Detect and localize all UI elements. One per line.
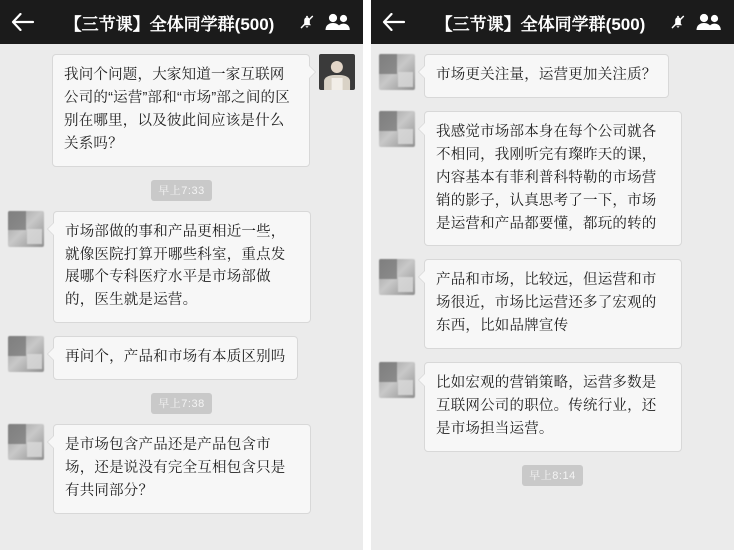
right-message-list[interactable] [371,44,734,550]
avatar[interactable] [8,424,44,460]
message-bubble[interactable]: 比如宏观的营销策略，运营多数是互联网公司的职位。传统行业，还是市场担当运营。 [424,362,682,452]
message-bubble[interactable]: 我问个问题，大家知道一家互联网公司的“运营”部和“市场”部之间的区别在哪里，以及彼此间应该是什么关系吗？ [52,54,310,167]
avatar[interactable] [8,211,44,247]
message-bubble[interactable]: 是市场包含产品还是产品包含市场，还是说没有完全互相包含只是有共同部分？ [53,424,311,514]
page-title: 【三节课】全体同学群(500) [64,14,275,34]
message-row [379,54,726,98]
message-row [379,259,726,349]
mute-bell-icon [670,14,686,30]
message-bubble[interactable]: 我感觉市场部本身在每个公司就各不相同，我刚听完有璨昨天的课，内容基本有菲利普科特勒的市场营销的影子，认真思考了一下，市场是运营和产品都要懂，都玩的转的 [424,111,682,247]
timestamp-label: 早上7:33 [151,180,211,201]
avatar[interactable] [379,54,415,90]
message-row [379,111,726,247]
message-row [8,211,355,324]
message-row [8,424,355,514]
message-bubble[interactable]: 市场部做的事和产品更相近一些，就像医院打算开哪些科室，重点发展哪个专科医疗水平是市场部做的，医生就是运营。 [53,211,311,324]
mute-bell-icon [299,14,315,30]
left-panel [0,0,363,550]
message-row [8,54,355,167]
timestamp [379,465,726,486]
back-arrow-icon[interactable] [10,9,36,35]
avatar[interactable] [379,111,415,147]
avatar[interactable] [8,336,44,372]
back-arrow-icon[interactable] [381,9,407,35]
page-title: 【三节课】全体同学群(500) [435,14,646,34]
group-members-icon[interactable] [694,9,724,35]
message-bubble[interactable]: 市场更关注量，运营更加关注质？ [424,54,669,98]
message-bubble[interactable]: 产品和市场，比较远，但运营和市场很近，市场比运营还多了宏观的东西，比如品牌宣传 [424,259,682,349]
timestamp [8,180,355,201]
message-row [379,362,726,452]
left-titlebar [0,0,363,44]
avatar[interactable] [319,54,355,90]
right-panel [371,0,734,550]
timestamp-label: 早上7:38 [151,393,211,414]
panel-divider [363,0,371,550]
message-row [8,336,355,380]
timestamp-label: 早上8:14 [522,465,582,486]
group-members-icon[interactable] [323,9,353,35]
avatar[interactable] [379,362,415,398]
left-message-list[interactable] [0,44,363,550]
timestamp [8,393,355,414]
avatar[interactable] [379,259,415,295]
right-titlebar [371,0,734,44]
message-bubble[interactable]: 再问个，产品和市场有本质区别吗 [53,336,298,380]
